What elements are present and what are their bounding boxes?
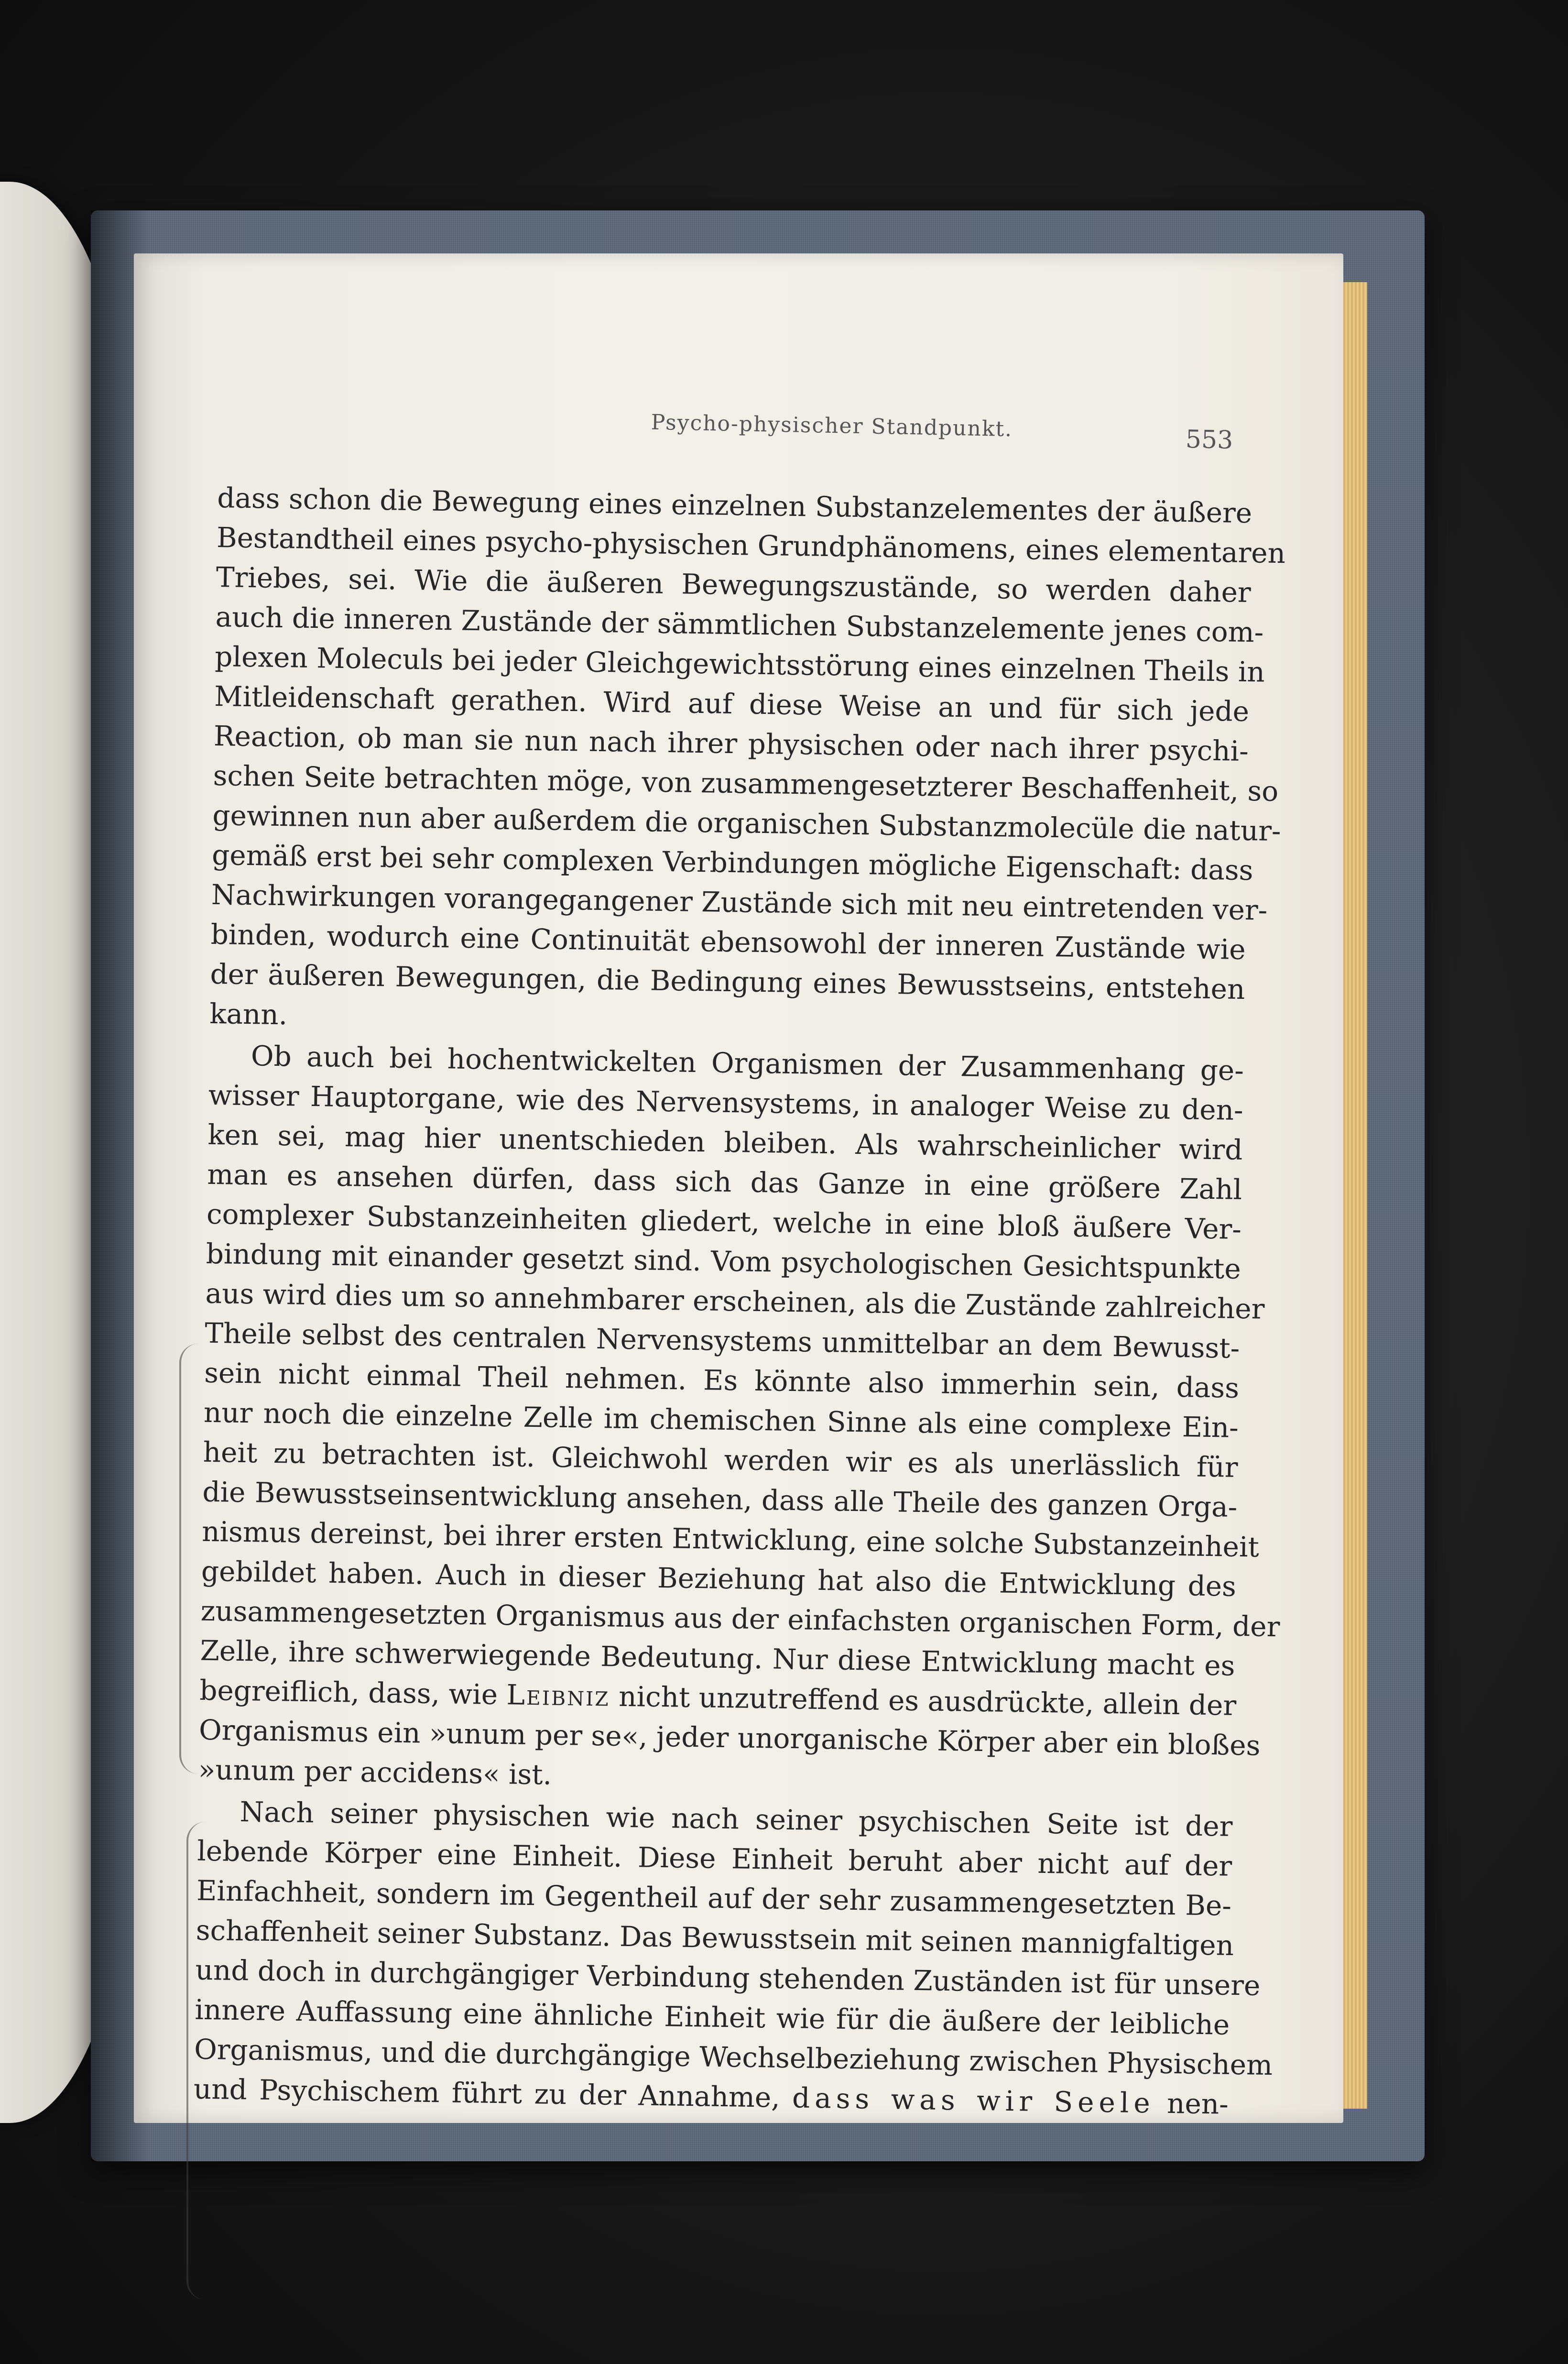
text-line: gemäß erst bei sehr complexen Verbindungen mögliche Eigenschaft: dass <box>211 838 1253 887</box>
text-line: gebildet haben. Auch in dieser Beziehung hat also die Entwicklung des <box>201 1554 1237 1603</box>
text-line: zusammengesetzten Organismus aus der einfachsten organischen Form, der <box>200 1594 1280 1643</box>
text-line: lebende Körper eine Einheit. Diese Einheit beruht aber nicht auf der <box>196 1834 1232 1882</box>
text-line: wisser Hauptorgane, wie des Nervensystems, in analoger Weise zu den- <box>208 1078 1244 1127</box>
author-name: Leibniz <box>506 1678 610 1713</box>
text-line: man es ansehen dürfen, dass sich das Ganze in eine größere Zahl <box>207 1158 1242 1206</box>
text-line: Organismus, und die durchgängige Wechselbeziehung zwischen Physischem <box>194 2033 1273 2082</box>
text-line: schaffenheit seiner Substanz. Das Bewusstsein mit seinen mannigfaltigen <box>196 1914 1234 1962</box>
text-fragment: nicht unzutreffend es ausdrückte, allein der <box>610 1680 1237 1722</box>
text-line: Triebes, sei. Wie die äußeren Bewegungszustände, so werden daher <box>216 560 1252 609</box>
text-line: Mitleidenschaft gerathen. Wird auf diese Weise an und für sich jede <box>214 679 1250 728</box>
text-line: Reaction, ob man sie nun nach ihrer physischen oder nach ihrer psychi- <box>213 719 1249 768</box>
book-page <box>134 253 1343 2123</box>
text-line: kann. <box>209 997 288 1031</box>
text-line: Ob auch bei hochentwickelten Organismen der Zusammenhang ge- <box>250 1040 1244 1087</box>
spaced-emphasis: dass was wir Seele <box>792 2081 1155 2120</box>
text-line: schen Seite betrachten möge, von zusammengesetzterer Beschaffenheit, so <box>213 759 1279 808</box>
text-line: ken sei, mag hier unentschieden bleiben. Als wahrscheinlicher wird <box>207 1118 1243 1166</box>
text-line: bindung mit einander gesetzt sind. Vom psychologischen Gesichtspunkte <box>206 1237 1241 1285</box>
text-line: Nach seiner physischen wie nach seiner psychischen Seite ist der <box>240 1795 1233 1843</box>
text-line: Nachwirkungen vorangegangener Zustände sich mit neu eintretenden ver- <box>211 878 1268 927</box>
page-number: 553 <box>1185 425 1233 455</box>
pencil-margin-mark <box>179 1344 200 1774</box>
text-line: Einfachheit, sondern im Gegentheil auf der sehr zusammengesetzten Be- <box>196 1874 1232 1922</box>
running-head: Psycho-physischer Standpunkt. <box>651 410 1013 442</box>
text-line: sein nicht einmal Theil nehmen. Es könnte also immerhin sein, dass <box>204 1356 1240 1404</box>
text-line: die Bewusstseinsentwicklung ansehen, dass alle Theile des ganzen Orga- <box>202 1475 1238 1523</box>
text-line: plexen Moleculs bei jeder Gleichgewichtsstörung eines einzelnen Theils in <box>214 640 1265 689</box>
text-line: nismus dereinst, bei ihrer ersten Entwicklung, eine solche Substanzeinheit <box>201 1515 1260 1564</box>
text-line: Theile selbst des centralen Nervensystems unmittelbar an dem Bewusst- <box>204 1316 1240 1365</box>
text-line: innere Auffassung eine ähnliche Einheit wie für die äußere der leibliche <box>194 1993 1230 2041</box>
text-line: heit zu betrachten ist. Gleichwohl werden wir es als unerlässlich für <box>203 1435 1239 1484</box>
text-line: complexer Substanzeinheiten gliedert, welche in eine bloß äußere Ver- <box>206 1197 1242 1246</box>
text-line: dass schon die Bewegung eines einzelnen Substanzelementes der äußere <box>217 481 1252 530</box>
text-line: nur noch die einzelne Zelle im chemischen Sinne als eine complexe Ein- <box>203 1396 1239 1444</box>
text-line: binden, wodurch eine Continuität ebensowohl der inneren Zustände wie <box>210 918 1246 966</box>
text-line: »unum per accidens« ist. <box>198 1753 552 1791</box>
text-fragment: begreiflich, dass, wie <box>199 1674 507 1711</box>
text-line: der äußeren Bewegungen, die Bedingung eines Bewusstseins, entstehen <box>210 957 1245 1006</box>
text-line: aus wird dies um so annehmbarer erscheinen, als die Zustände zahlreicher <box>205 1277 1265 1325</box>
text-line: auch die inneren Zustände der sämmtlichen Substanzelemente jenes com- <box>215 600 1264 649</box>
text-fragment: und Psychischem führt zu der Annahme, <box>193 2072 793 2114</box>
text-fragment: nen- <box>1154 2087 1229 2121</box>
text-line: und doch in durchgängiger Verbindung stehenden Zuständen ist für unsere <box>195 1953 1261 2002</box>
text-line: Zelle, ihre schwerwiegende Bedeutung. Nur diese Entwicklung macht es <box>200 1634 1235 1682</box>
text-line: gewinnen nun aber außerdem die organischen Substanzmolecüle die natur- <box>212 799 1282 848</box>
text-line: Organismus ein »unum per se«, jeder unorganische Körper aber ein bloßes <box>198 1713 1261 1762</box>
body-text <box>193 478 1286 2124</box>
pencil-margin-mark <box>186 1822 207 2300</box>
text-line: Bestandtheil eines psycho-physischen Grundphänomens, eines elementaren <box>216 521 1286 570</box>
